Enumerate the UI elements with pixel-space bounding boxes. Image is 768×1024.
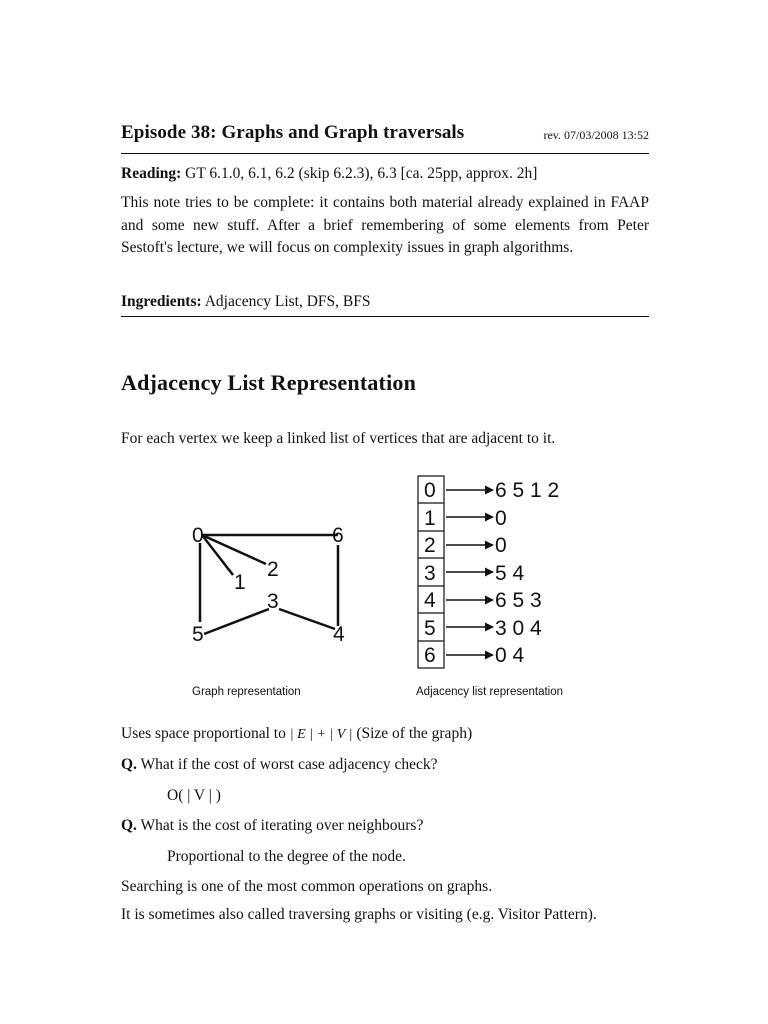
adjacency-neighbours: 0: [495, 507, 507, 530]
question-2: [121, 815, 649, 838]
graph-edge: [204, 609, 269, 634]
traversing-line: It is sometimes also called traversing graphs or visiting (e.g. Visitor Pattern).: [121, 906, 597, 923]
adjacency-figure: [121, 0, 649, 720]
graph-vertex: 6: [332, 524, 344, 547]
adjacency-caption: Adjacency list representation: [416, 686, 564, 698]
space-prefix: Uses space proportional to: [121, 725, 290, 742]
adjacency-neighbours: 6 5 1 2: [495, 479, 560, 502]
graph-vertex: 5: [192, 623, 204, 646]
question-text: What is the cost of iterating over neighbours?: [140, 817, 424, 834]
adjacency-neighbours: 3 0 4: [495, 617, 542, 640]
searching-line: Searching is one of the most common operations on graphs.: [121, 878, 493, 895]
episode-title: Episode 38: Graphs and Graph traversals: [121, 122, 465, 143]
intro-paragraph: This note tries to be complete: it contains both material already explained in FAAP and some new stuff. After a brief remembering of some elements from Peter Sestoft's lecture, we will focus on complexity issues in graph algorithms.: [121, 194, 649, 257]
graph-vertex: 3: [267, 590, 279, 613]
adjacency-vertex: 1: [424, 507, 436, 530]
space-line: [121, 723, 649, 747]
question-text: What if the cost of worst case adjacency check?: [140, 756, 438, 773]
reading-text: GT 6.1.0, 6.1, 6.2 (skip 6.2.3), 6.3 [ca. 25pp, approx. 2h]: [185, 165, 538, 182]
adjacency-vertex: 6: [424, 644, 436, 667]
section-heading: Adjacency List Representation: [121, 370, 417, 395]
graph-vertex: 2: [267, 558, 279, 581]
adjacency-vertex: 3: [424, 562, 436, 585]
graph-vertex: 4: [333, 623, 345, 646]
graph-vertex: 0: [192, 524, 204, 547]
graph-vertex-labels: [192, 524, 345, 646]
space-suffix: (Size of the graph): [352, 725, 473, 742]
answer-1: O( | V | ): [167, 787, 221, 804]
graph-drawing: [200, 535, 338, 634]
document-page: [121, 0, 649, 1024]
question-1: [121, 754, 649, 777]
space-formula: | E | + | V |: [289, 727, 353, 742]
adjacency-neighbours: 0 4: [495, 644, 525, 667]
adjacency-neighbours: 0: [495, 534, 507, 557]
adjacency-neighbours: 6 5 3: [495, 589, 542, 612]
adjacency-neighbours: 5 4: [495, 562, 525, 585]
answer-2: Proportional to the degree of the node.: [167, 848, 406, 865]
graph-edge: [202, 535, 266, 564]
adjacency-list: [418, 476, 559, 668]
adjacency-vertex: 4: [424, 589, 436, 612]
ingredients-label: Ingredients:: [121, 293, 202, 310]
graph-edge: [279, 609, 335, 629]
section-lead: For each vertex we keep a linked list of vertices that are adjacent to it.: [121, 430, 556, 447]
question-label: Q.: [121, 817, 137, 834]
question-label: Q.: [121, 756, 137, 773]
graph-caption: Graph representation: [192, 686, 301, 698]
adjacency-vertex: 5: [424, 617, 436, 640]
graph-vertex: 1: [234, 571, 246, 594]
ingredients-text: Adjacency List, DFS, BFS: [204, 293, 371, 310]
reading-label: Reading:: [121, 165, 182, 182]
adjacency-vertex: 0: [424, 479, 436, 502]
revision-stamp: rev. 07/03/2008 13:52: [543, 128, 649, 142]
adjacency-vertex: 2: [424, 534, 436, 557]
